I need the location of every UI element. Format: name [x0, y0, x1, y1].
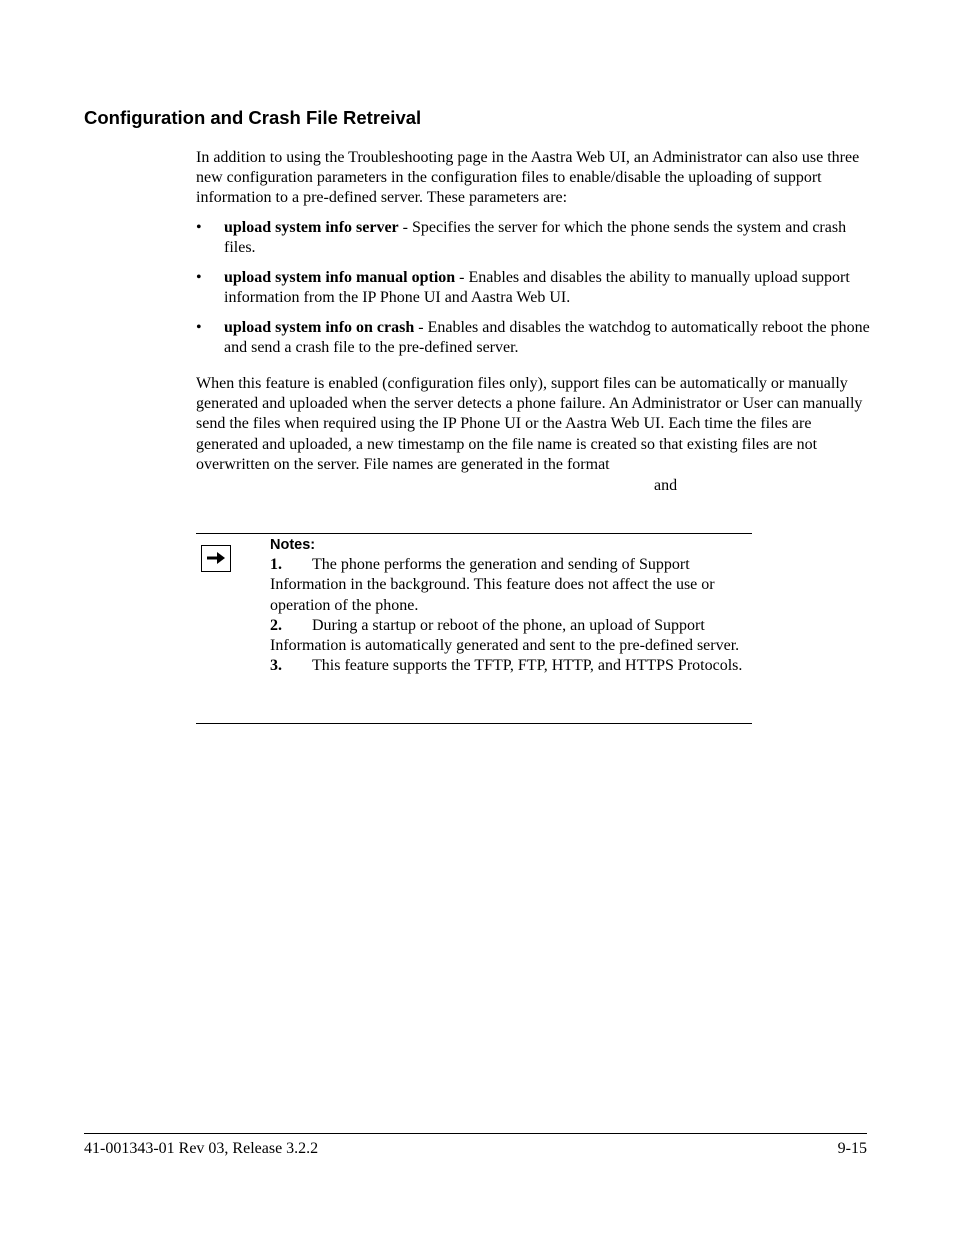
intro-paragraph: In addition to using the Troubleshooting page in the Aastra Web UI, an Administrator can also use three new configuration parameters in the configuration files to enable/disable the uploading of support information to a pre-defined server. These parameters are:	[196, 149, 860, 207]
notes-label: Notes:	[270, 537, 316, 553]
list-item	[196, 318, 872, 358]
bullet-symbol: •	[196, 219, 202, 236]
parameter-name: upload system info server	[224, 219, 399, 236]
parameter-name: upload system info on crash	[224, 319, 415, 336]
footer-divider	[84, 1133, 867, 1134]
parameter-description: - Enables and disables the ability to manually upload support information from the IP Phone UI and Aastra Web UI.	[224, 269, 850, 307]
bullet-symbol: •	[196, 269, 202, 286]
arrow-right-icon	[201, 545, 231, 572]
feature-paragraph: When this feature is enabled (configuration files only), support files can be automatically or manually generated and uploaded when the server detects a phone failure. An Administrator or User can manually send the files when required using the IP Phone UI or the Aastra Web UI. Each time the files are generated and uploaded, a new timestamp on the file name is created so that existing files are not overwritten on the server. File names are generated in the format	[196, 375, 863, 473]
bullet-symbol: •	[196, 319, 202, 336]
note-number: 3.	[270, 657, 282, 675]
note-item	[270, 616, 752, 656]
note-number: 2.	[270, 616, 282, 634]
parameter-description: - Specifies the server for which the phone sends the system and crash files.	[224, 219, 847, 257]
list-item	[196, 268, 872, 308]
note-text: During a startup or reboot of the phone, an upload of Support Information is automatically generated and sent to the pre-defined server.	[270, 616, 740, 655]
notes-content	[270, 535, 752, 676]
notes-box	[196, 533, 752, 724]
footer-document-id: 41-001343-01 Rev 03, Release 3.2.2	[84, 1140, 319, 1157]
parameter-name: upload system info manual option	[224, 269, 456, 286]
note-number: 1.	[270, 556, 282, 574]
list-item	[196, 218, 872, 258]
section-title: Configuration and Crash File Retreival	[84, 107, 422, 128]
trailing-word: and	[654, 477, 678, 494]
note-item	[270, 555, 752, 616]
parameter-description: - Enables and disables the watchdog to automatically reboot the phone and send a crash file to the pre-defined server.	[224, 319, 870, 357]
note-text: The phone performs the generation and sending of Support Information in the background. This feature does not affect the use or operation of the phone.	[270, 556, 715, 614]
note-item	[270, 656, 752, 676]
parameter-list	[196, 218, 872, 368]
note-text: This feature supports the TFTP, FTP, HTTP, and HTTPS Protocols.	[312, 657, 743, 675]
footer-page-number: 9-15	[837, 1140, 867, 1157]
